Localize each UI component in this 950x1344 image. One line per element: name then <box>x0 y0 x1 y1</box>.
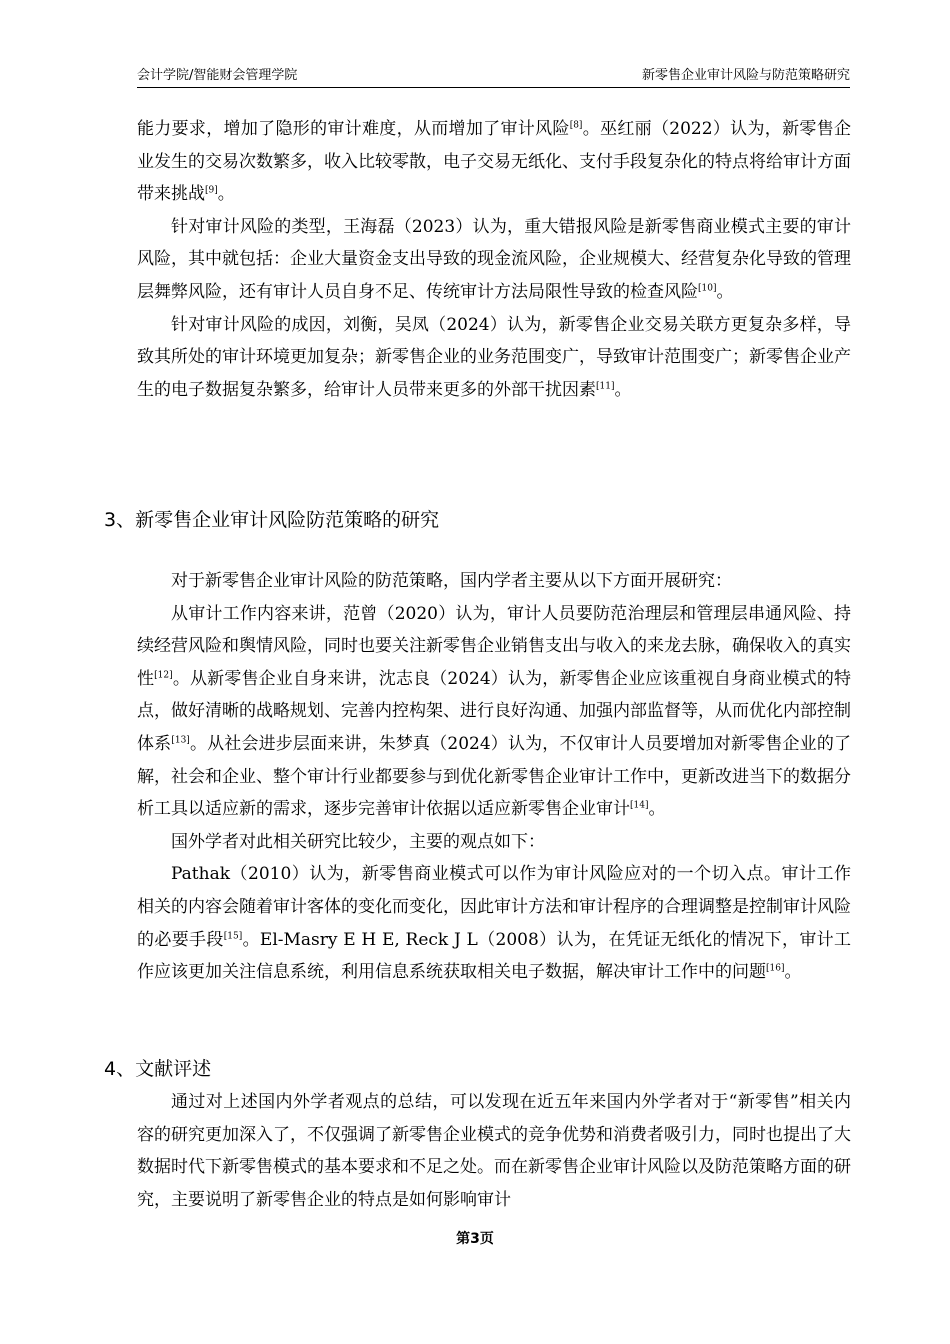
citation-ref: [11] <box>596 381 615 392</box>
citation-ref: [13] <box>171 735 190 746</box>
paragraph-audit-difficulty: 能力要求，增加了隐形的审计难度，从而增加了审计风险[8]。巫红丽（2022）认为，新零售企业发生的交易次数繁多，收入比较零散，电子交易无纸化、支付手段复杂化的特点将给审计方面带来挑战[9]。 <box>137 119 852 205</box>
citation-ref: [15] <box>223 930 243 941</box>
page-header <box>137 66 850 86</box>
literature-review-continued <box>137 113 851 406</box>
header-divider <box>137 87 850 88</box>
citation-ref: [12] <box>154 670 173 681</box>
paragraph-audit-risk-types: 针对审计风险的类型，王海磊（2023）认为，重大错报风险是新零售商业模式主要的审计风险，其中就包括：企业大量资金支出导致的现金流风险，企业规模大、经营复杂化导致的管理层舞弊风险，还有审计人员自身不足、传统审计方法局限性导致的检查风险[10]。 <box>137 216 851 302</box>
header-school-name: 会计学院/智能财会管理学院 <box>137 68 298 83</box>
page-number: 第3页 <box>456 1231 494 1247</box>
paragraph-domestic-intro: 对于新零售企业审计风险的防范策略，国内学者主要从以下方面开展研究： <box>171 571 732 591</box>
section-literature-review <box>137 1086 851 1216</box>
section-prevention-strategies <box>137 565 851 989</box>
citation-ref: [16] <box>766 963 785 974</box>
paragraph-review-summary: 通过对上述国内外学者观点的总结，可以发现在近五年来国内外学者对于“新零售”相关内容的研究更加深入了，不仅强调了新零售企业模式的竞争优势和消费者吸引力，同时也提出了大数据时代下新零售模式的基本要求和不足之处。而在新零售企业审计风险以及防范策略方面的研究，主要说明了新零售企业的特点是如何影响审计 <box>137 1092 851 1210</box>
citation-ref: [8] <box>569 120 583 131</box>
section-heading-prevention-strategies: 3、新零售企业审计风险防范策略的研究 <box>104 509 440 531</box>
paragraph-foreign-views: Pathak（2010）认为，新零售商业模式可以作为审计风险应对的一个切入点。审计工作相关的内容会随着审计客体的变化而变化，因此审计方法和审计程序的合理调整是控制审计风险的必要手段[15]。El-Masry E H E, Reck J L（2008）认为，在凭证无纸化的情况下，审计工作应该更加关注信息系统，利用信息系统获取相关电子数据，解决审计工作中的问题[16]。 <box>137 864 852 983</box>
section-heading-literature-review: 4、文献评述 <box>104 1058 212 1080</box>
citation-ref: [10] <box>698 283 717 294</box>
header-document-title: 新零售企业审计风险与防范策略研究 <box>641 68 850 83</box>
paragraph-audit-risk-causes: 针对审计风险的成因，刘衡，吴凤（2024）认为，新零售企业交易关联方更复杂多样，导致其所处的审计环境更加复杂；新零售企业的业务范围变广，导致审计范围变广；新零售企业产生的电子数据复杂繁多，给审计人员带来更多的外部干扰因素[11]。 <box>137 314 851 400</box>
paragraph-foreign-intro: 国外学者对此相关研究比较少，主要的观点如下： <box>171 831 545 852</box>
paragraph-domestic-views: 从审计工作内容来讲，范曾（2020）认为，审计人员要防范治理层和管理层串通风险、持续经营风险和舆情风险，同时也要关注新零售企业销售支出与收入的来龙去脉，确保收入的真实性[12]。从新零售企业自身来讲，沈志良（2024）认为，新零售企业应该重视自身商业模式的特点，做好清晰的战略规划、完善内控构架、进行良好沟通、加强内部监督等，从而优化内部控制体系[13]。从社会进步层面来讲，朱梦真（2024）认为，不仅审计人员要增加对新零售企业的了解，社会和企业、整个审计行业都要参与到优化新零售企业审计工作中，更新改进当下的数据分析工具以适应新的需求，逐步完善审计依据以适应新零售企业审计[14]。 <box>137 603 852 820</box>
citation-ref: [14] <box>630 800 649 811</box>
citation-ref: [9] <box>205 185 218 196</box>
